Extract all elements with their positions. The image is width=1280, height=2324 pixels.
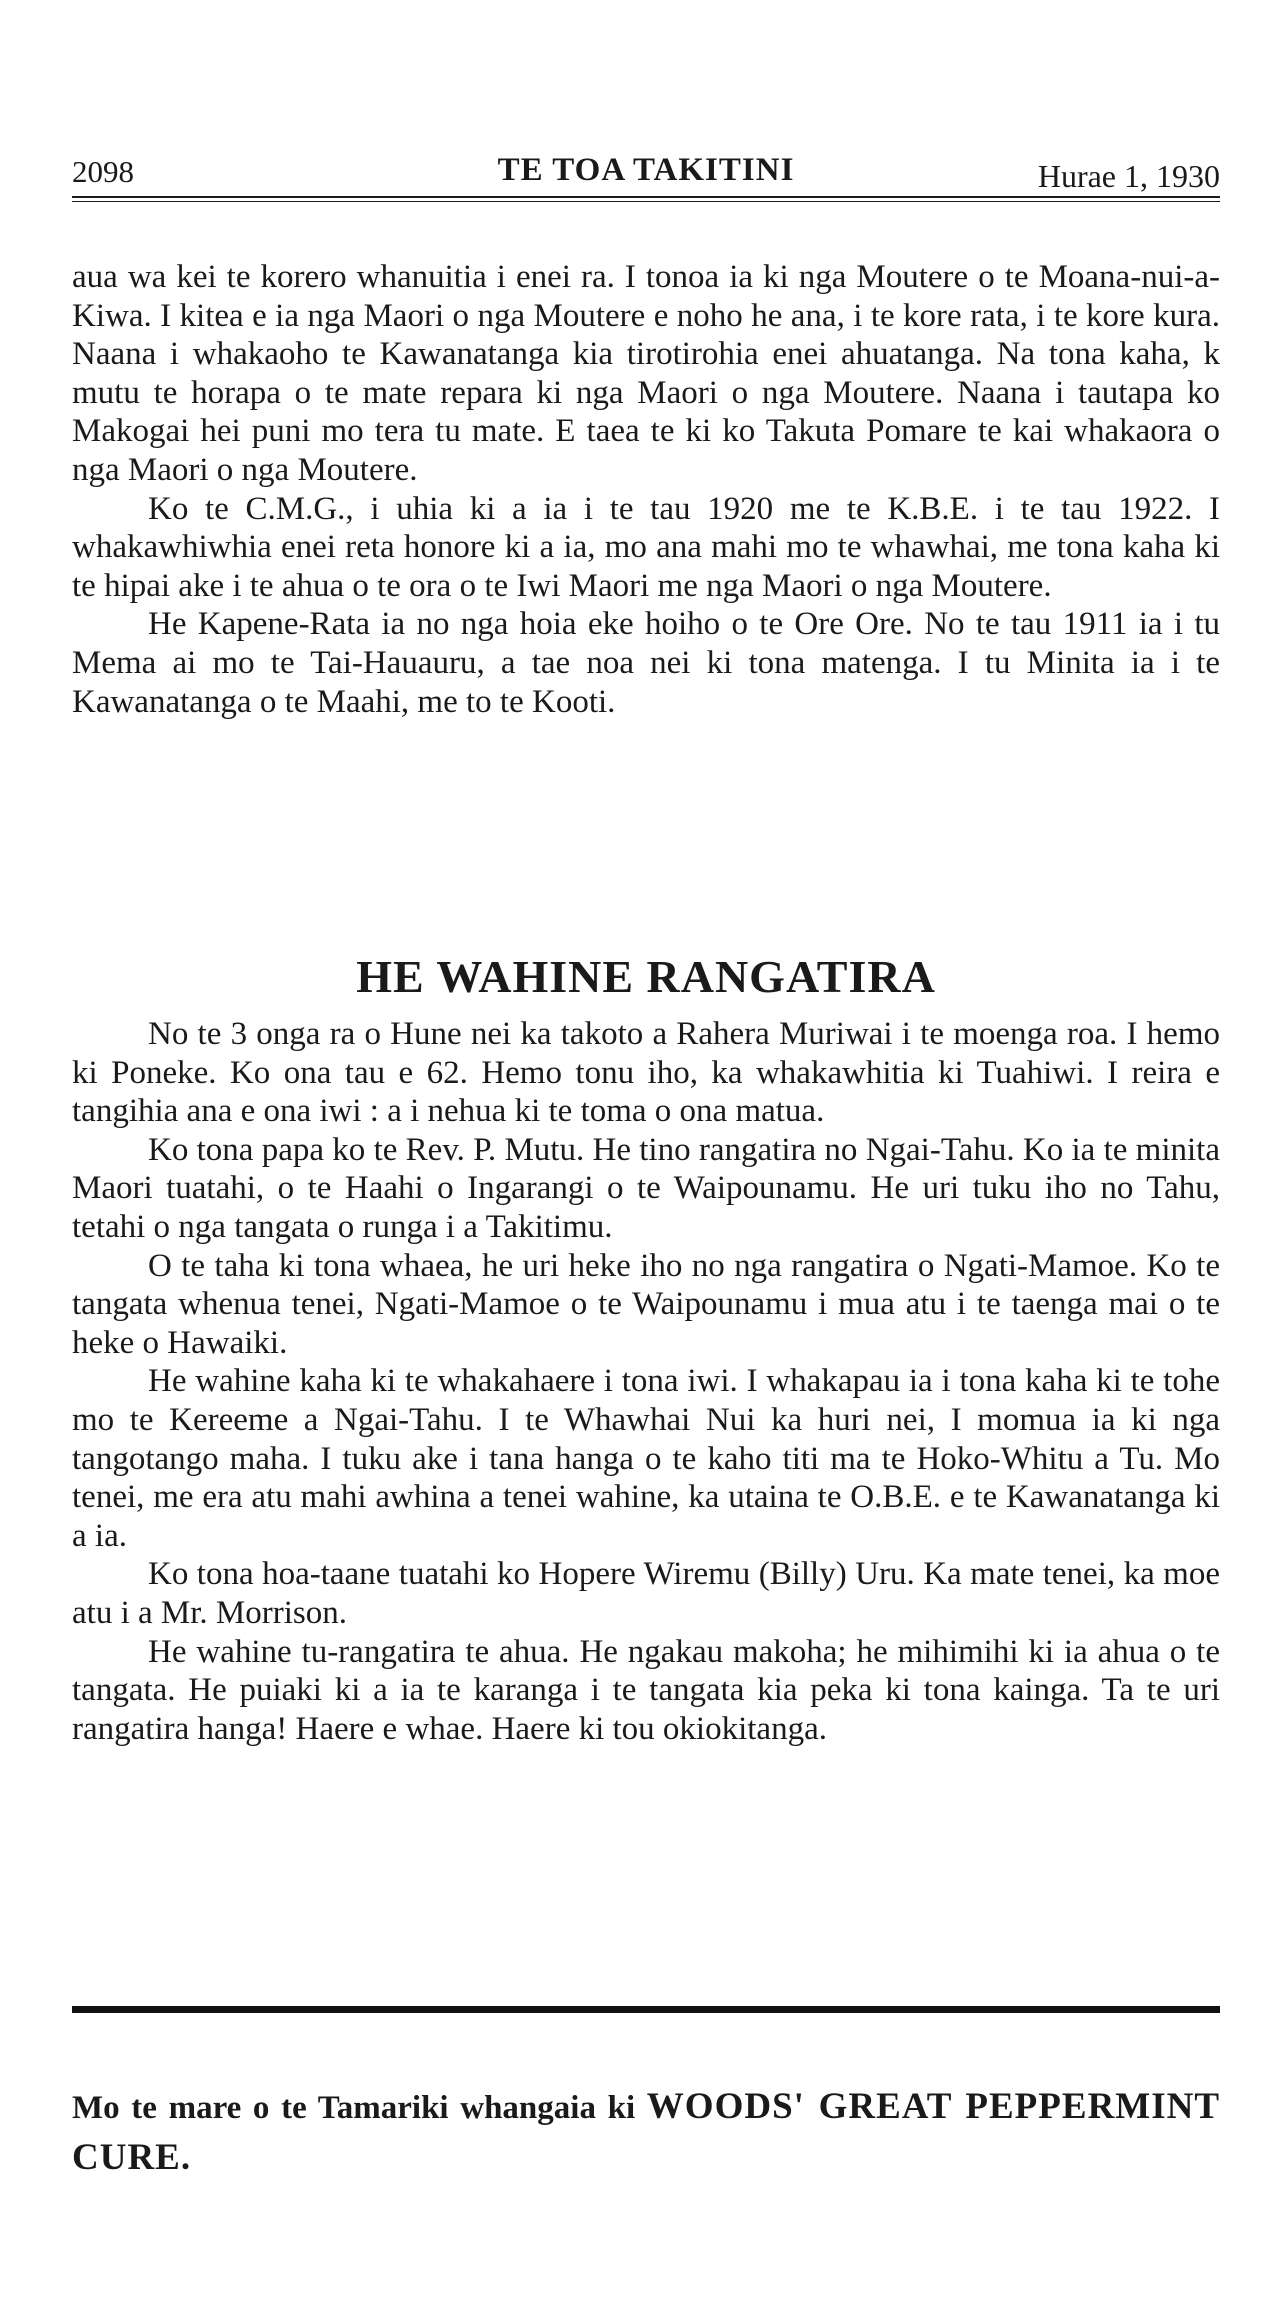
page-number: 2098: [72, 154, 134, 189]
paragraph: Ko te C.M.G., i uhia ki a ia i te tau 1920 me te K.B.E. i te tau 1922. I whakawhiwhia enei reta honore ki a ia, mo ana mahi mo te whawhai, me tona kaha ki te hipai ake i te ahua o te ora o te Iwi Maori me nga Maori o nga Moutere.: [72, 490, 1220, 604]
paragraph: He Kapene-Rata ia no nga hoia eke hoiho o te Ore Ore. No te tau 1911 ia i tu Mema ai mo te Tai-Hauauru, a tae noa nei ki tona matenga. I tu Minita ia i te Kawanatanga o te Maahi, me to te Kooti.: [72, 606, 1220, 720]
paragraph: aua wa kei te korero whanuitia i enei ra. I tonoa ia ki nga Moutere o te Moana-nui-a-Kiwa. I kitea e ia nga Maori o nga Moutere e noho he ana, i te kore rata, i te kore kura. Naana i whakaoho te Kawanatanga kia tirotirohia enei ahuatanga. Na tona kaha, k mutu te horapa o te mate repara ki nga Maori o nga Moutere. Naana i tautapa ko Makogai hei puni mo tera tu mate. E taea te ki ko Takuta Pomare te kai whakaora o nga Maori o nga Moutere.: [72, 259, 1220, 488]
paragraph: O te taha ki tona whaea, he uri heke iho no nga rangatira o Ngati-Mamoe. Ko te tangata whenua tenei, Ngati-Mamoe o te Waipounamu i mua atu i te taenga mai o te heke o Hawaiki.: [72, 1247, 1220, 1361]
paragraph: He wahine tu-rangatira te ahua. He ngakau makoha; he mihimihi ki ia ahua o te tangata. He puiaki ki a ia te karanga i te tangata kia peka ki tona kainga. Ta te uri rangatira hanga! Haere e whae. Haere ki tou okiokitanga.: [72, 1633, 1220, 1747]
paragraph: Ko tona hoa-taane tuatahi ko Hopere Wiremu (Billy) Uru. Ka mate tenei, ka moe atu i a Mr. Morrison.: [72, 1556, 1220, 1631]
obituary-article: [72, 1015, 1220, 1748]
publication-title: TE TOA TAKITINI: [497, 152, 795, 188]
section-heading: HE WAHINE RANGATIRA: [356, 951, 936, 1002]
paragraph: Ko tona papa ko te Rev. P. Mutu. He tino rangatira no Ngai-Tahu. Ko ia te minita Maori tuatahi, o te Haahi o Ingarangi o te Waipounamu. He uri tuku iho no Tahu, tetahi o nga tangata o runga i a Takitimu.: [72, 1131, 1220, 1245]
article-continuation: [72, 258, 1220, 721]
advert-brand: WOODS' GREAT PEPPERMINT CURE.: [72, 2086, 1221, 2178]
header-rule: [72, 196, 1220, 202]
advertisement: [72, 2082, 1220, 2184]
paragraph: He wahine kaha ki te whakahaere i tona iwi. I whakapau ia i tona kaha ki te tohe mo te Kereeme a Ngai-Tahu. I te Whawhai Nui ka huri nei, I momua ia ki nga tangotango maha. I tuku ake i tana hanga o te kaho titi ma te Hoko-Whitu a Tu. Mo tenei, me era atu mahi awhina a tenei wahine, ka utaina te O.B.E. e te Kawanatanga ki a ia.: [72, 1363, 1220, 1554]
section-divider: [72, 2006, 1220, 2013]
paragraph: No te 3 onga ra o Hune nei ka takoto a Rahera Muriwai i te moenga roa. I hemo ki Poneke. Ko ona tau e 62. Hemo tonu iho, ka whakawhitia ki Tuahiwi. I reira e tangihia ana e ona iwi : a i nehua ki te toma o ona matua.: [72, 1016, 1220, 1130]
issue-date: Hurae 1, 1930: [1037, 158, 1220, 194]
advert-text: Mo te mare o te Tamariki whangaia ki: [72, 2090, 636, 2126]
page-header: [72, 150, 1220, 200]
